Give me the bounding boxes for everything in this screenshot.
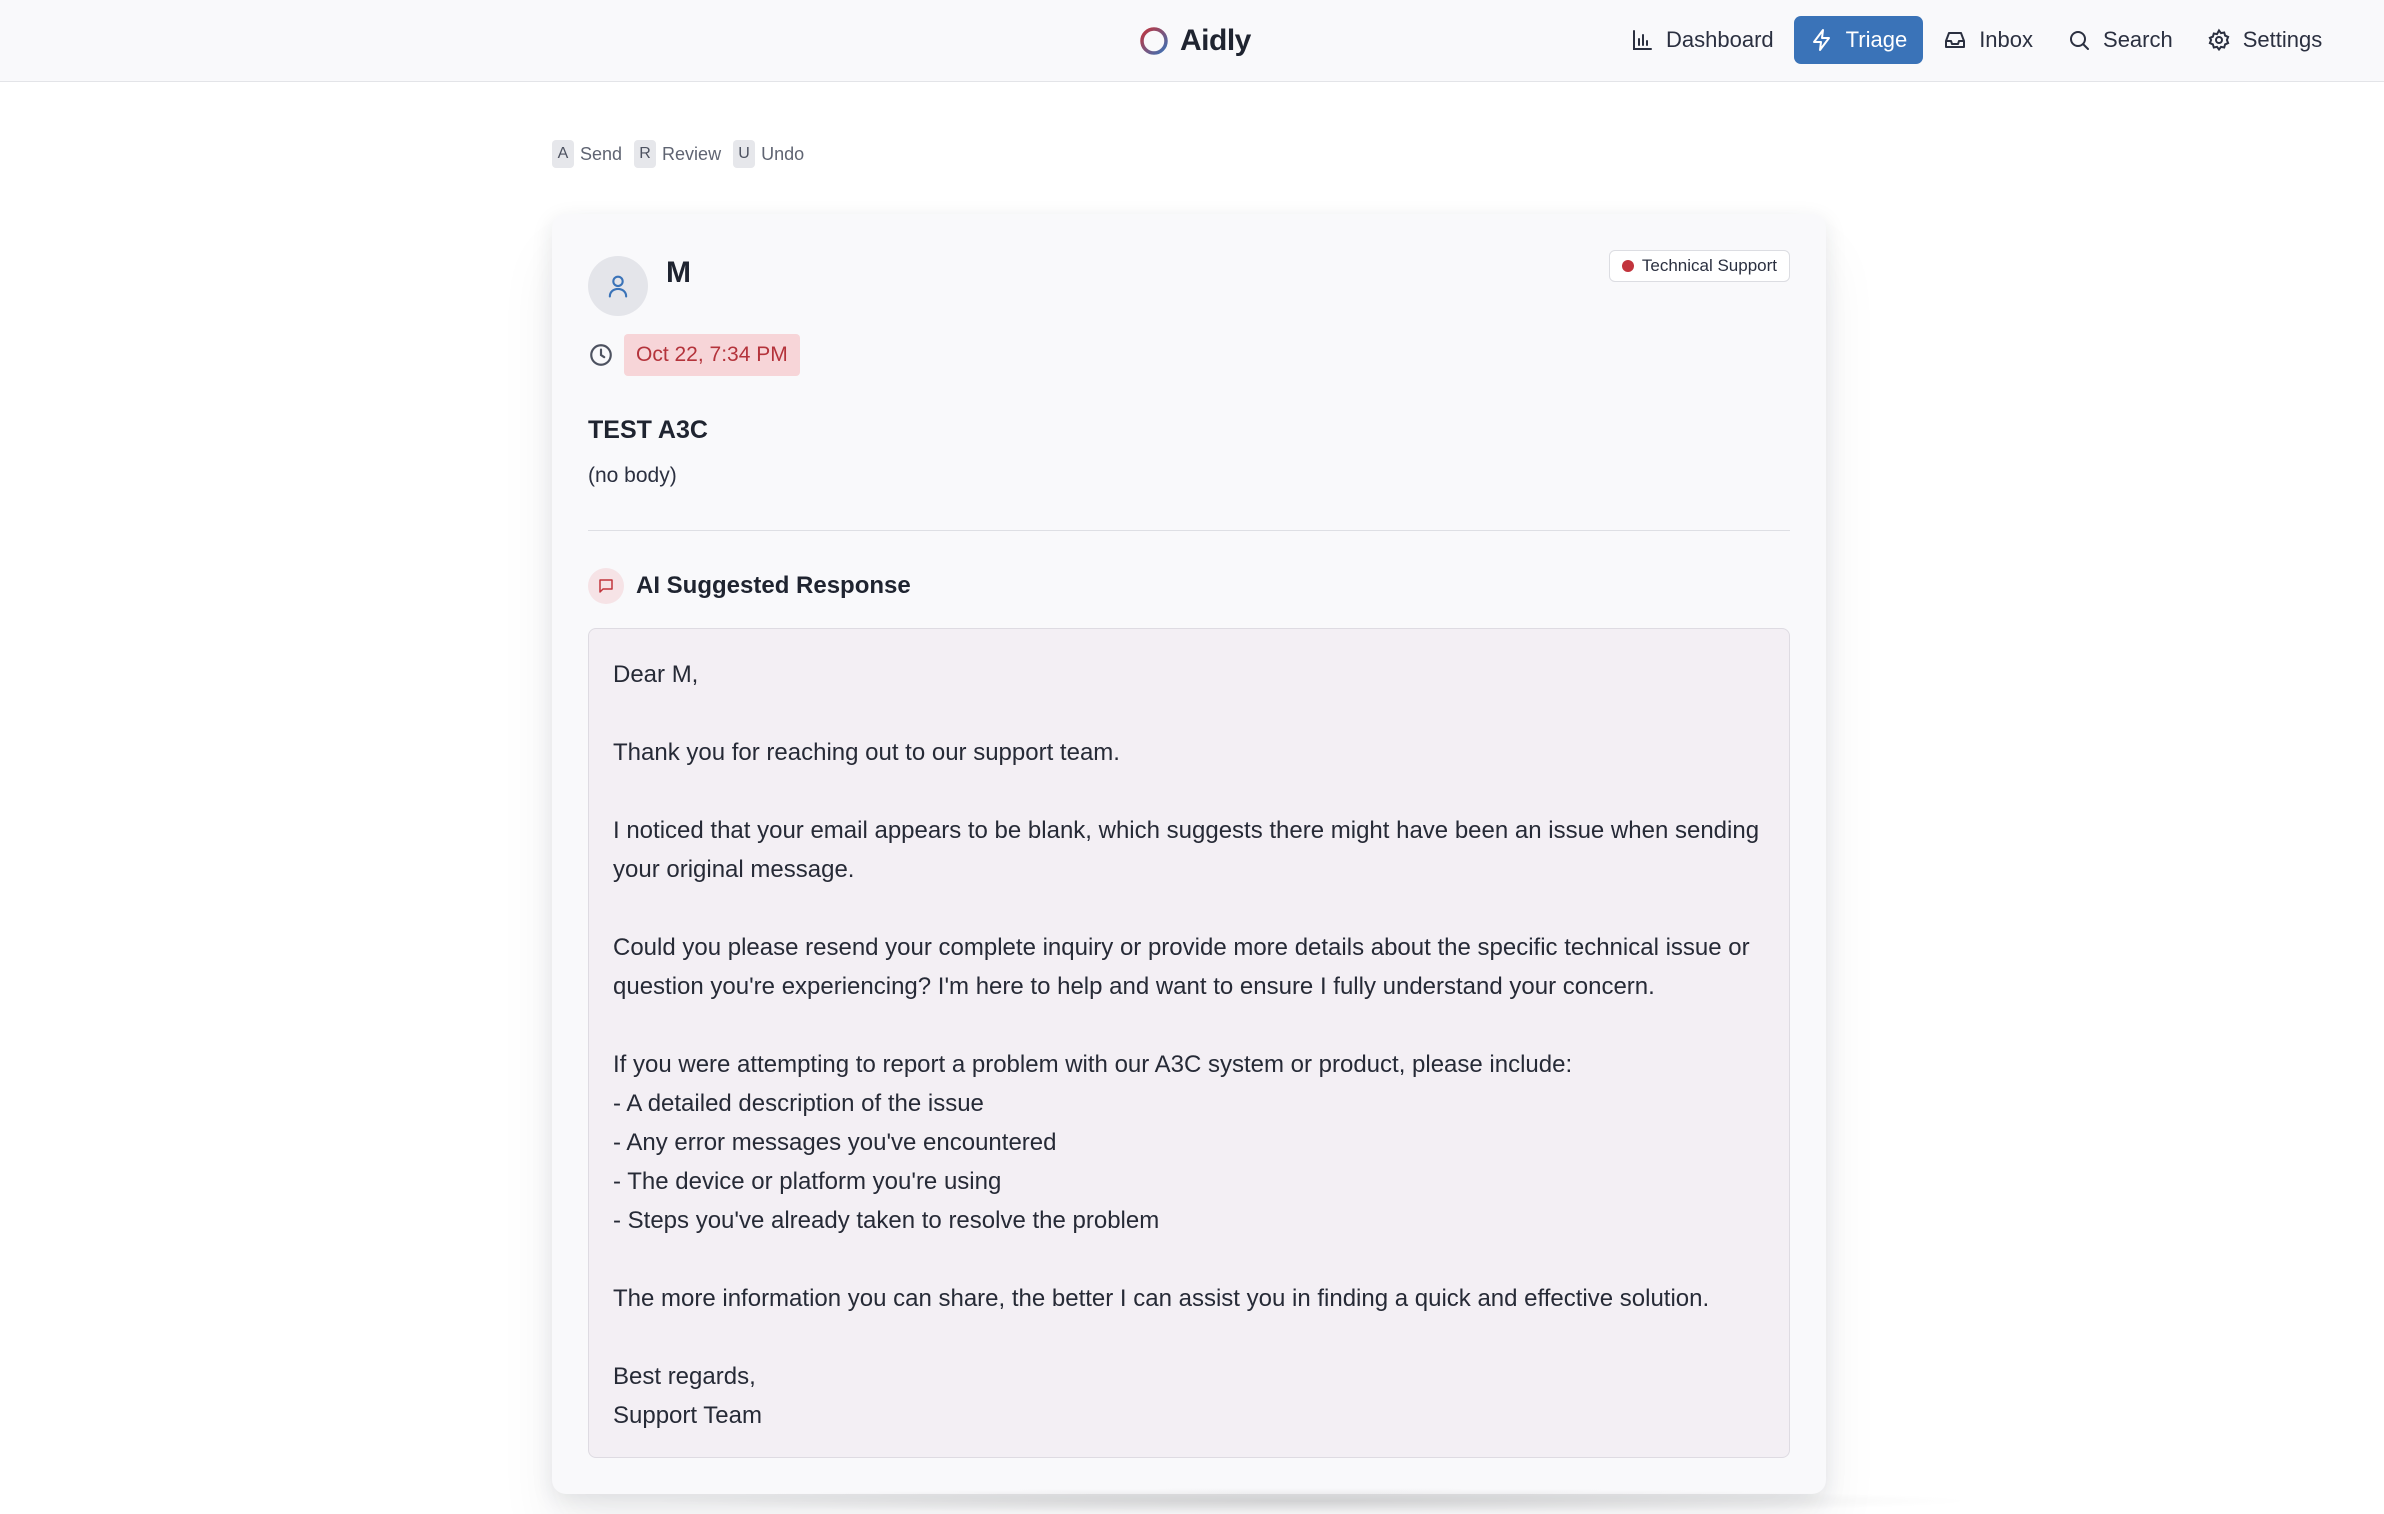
shortcut-key: U: [733, 140, 755, 168]
sender-name: M: [666, 256, 691, 289]
shortcut-review[interactable]: [634, 140, 721, 168]
top-navigation-bar: [0, 0, 2384, 82]
email-subject: TEST A3C: [588, 416, 708, 444]
nav-dashboard[interactable]: [1616, 16, 1788, 64]
search-icon: [2067, 28, 2091, 52]
email-card: [552, 214, 1826, 1494]
ai-response-title: AI Suggested Response: [636, 572, 911, 599]
shortcut-label: Review: [662, 143, 722, 164]
received-timestamp: Oct 22, 7:34 PM: [624, 334, 800, 376]
divider: [588, 530, 1790, 531]
ai-response-text[interactable]: Dear M, Thank you for reaching out to our support team. I noticed that your email appears to be blank, which suggests there might have been an issue when sending your original message. Could you please resend your complete inquiry or provide more details about the specific technical issue or question you're experiencing? I'm here to help and want to ensure I fully understand your concern. If you were attempting to report a problem with our A3C system or product, please include: - A detailed description of the issue - Any error messages you've encountered - The device or platform you're using - Steps you've already taken to resolve the problem The more information you can share, the better I can assist you in finding a quick and effective solution. Best regards, Support Team: [588, 628, 1790, 1458]
nav-search[interactable]: [2053, 16, 2187, 64]
main-nav: [1616, 16, 2336, 64]
bar-chart-icon: [1630, 28, 1654, 52]
category-badge: [1609, 250, 1790, 282]
aidly-logo-icon: [1138, 25, 1170, 57]
nav-inbox-label: Inbox: [1979, 27, 2034, 52]
lightning-icon: [1810, 28, 1834, 52]
ai-response-badge: [588, 568, 624, 604]
shortcut-undo[interactable]: [733, 140, 804, 168]
card-shadow: [640, 1488, 1980, 1514]
nav-triage-label: Triage: [1845, 27, 1908, 52]
nav-dashboard-label: Dashboard: [1666, 27, 1774, 52]
inbox-icon: [1943, 28, 1967, 52]
chat-bubble-icon: [597, 577, 615, 595]
category-dot-icon: [1622, 260, 1634, 272]
category-label: Technical Support: [1641, 256, 1777, 275]
gear-icon: [2207, 28, 2231, 52]
nav-settings[interactable]: [2193, 16, 2337, 64]
nav-triage[interactable]: [1794, 16, 1924, 64]
shortcut-key: A: [552, 140, 574, 168]
nav-settings-label: Settings: [2242, 27, 2323, 52]
app-name: Aidly: [1180, 24, 1251, 57]
email-body: (no body): [588, 464, 677, 487]
shortcut-hints: [552, 140, 804, 168]
avatar: [588, 256, 648, 316]
shortcut-label: Send: [580, 143, 623, 164]
nav-inbox[interactable]: [1929, 16, 2047, 64]
brand[interactable]: [1138, 22, 1251, 60]
shortcut-label: Undo: [761, 143, 805, 164]
clock-icon: [588, 342, 614, 368]
user-icon: [604, 272, 632, 300]
nav-search-label: Search: [2103, 27, 2173, 52]
shortcut-send[interactable]: [552, 140, 622, 168]
shortcut-key: R: [634, 140, 656, 168]
